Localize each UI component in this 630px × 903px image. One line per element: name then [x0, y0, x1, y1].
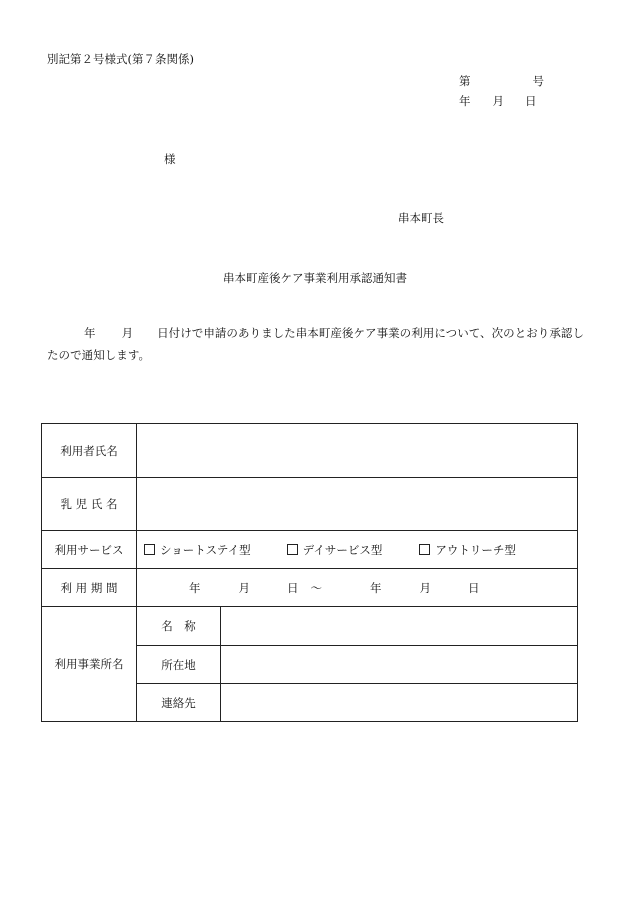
document-title: 串本町産後ケア事業利用承認通知書 [223, 271, 407, 285]
user-name-label: 利用者氏名 [42, 424, 137, 478]
infant-name-value [137, 478, 578, 531]
period-tilde: ～ [310, 580, 322, 595]
date-day: 日 [525, 94, 537, 108]
doc-no-prefix: 第 [459, 74, 471, 88]
date-year: 年 [459, 94, 471, 108]
period-label: 利 用 期 間 [42, 569, 137, 607]
period-end-year: 年 [370, 580, 382, 595]
user-name-value [137, 424, 578, 478]
row-facility-name [42, 607, 578, 646]
body-text [47, 322, 585, 366]
service-option-outreach: アウトリーチ型 [419, 542, 516, 558]
row-period [42, 569, 578, 607]
checkbox-icon [419, 544, 430, 555]
row-service [42, 531, 578, 569]
body-year: 年 [84, 326, 96, 340]
facility-contact-value [221, 684, 578, 722]
date-month: 月 [492, 94, 504, 108]
form-id: 別記第２号様式(第７条関係) [47, 52, 194, 66]
facility-address-value [221, 646, 578, 684]
sender-name: 串本町長 [398, 211, 444, 225]
row-user-name [42, 424, 578, 478]
period-end-month: 月 [419, 580, 431, 595]
period-start-month: 月 [238, 580, 250, 595]
facility-contact-label: 連絡先 [137, 684, 221, 722]
facility-name-label: 名 称 [137, 607, 221, 646]
document-date-row [443, 91, 583, 111]
service-options [137, 531, 578, 569]
service-option-shortstay: ショートステイ型 [144, 542, 251, 558]
document-number-block [443, 71, 583, 111]
row-infant-name [42, 478, 578, 531]
body-month: 月 [121, 326, 134, 340]
period-start-year: 年 [189, 580, 201, 595]
service-option-dayservice: デイサービス型 [287, 542, 383, 558]
period-value [137, 569, 578, 607]
period-end-day: 日 [468, 580, 480, 595]
body-rest: 日付けで申請のありました串本町産後ケア事業の利用について、次のとおり承認したので通知します。 [47, 326, 585, 362]
facility-name-value [221, 607, 578, 646]
addressee-honorific: 様 [164, 152, 176, 166]
checkbox-icon [144, 544, 155, 555]
application-table [41, 423, 578, 722]
facility-label: 利用事業所名 [42, 607, 137, 722]
service-label: 利用サービス [42, 531, 137, 569]
document-number-row [443, 71, 583, 91]
doc-no-suffix: 号 [532, 74, 544, 88]
infant-name-label: 乳 児 氏 名 [42, 478, 137, 531]
period-start-day: 日 [287, 580, 299, 595]
facility-address-label: 所在地 [137, 646, 221, 684]
checkbox-icon [287, 544, 298, 555]
